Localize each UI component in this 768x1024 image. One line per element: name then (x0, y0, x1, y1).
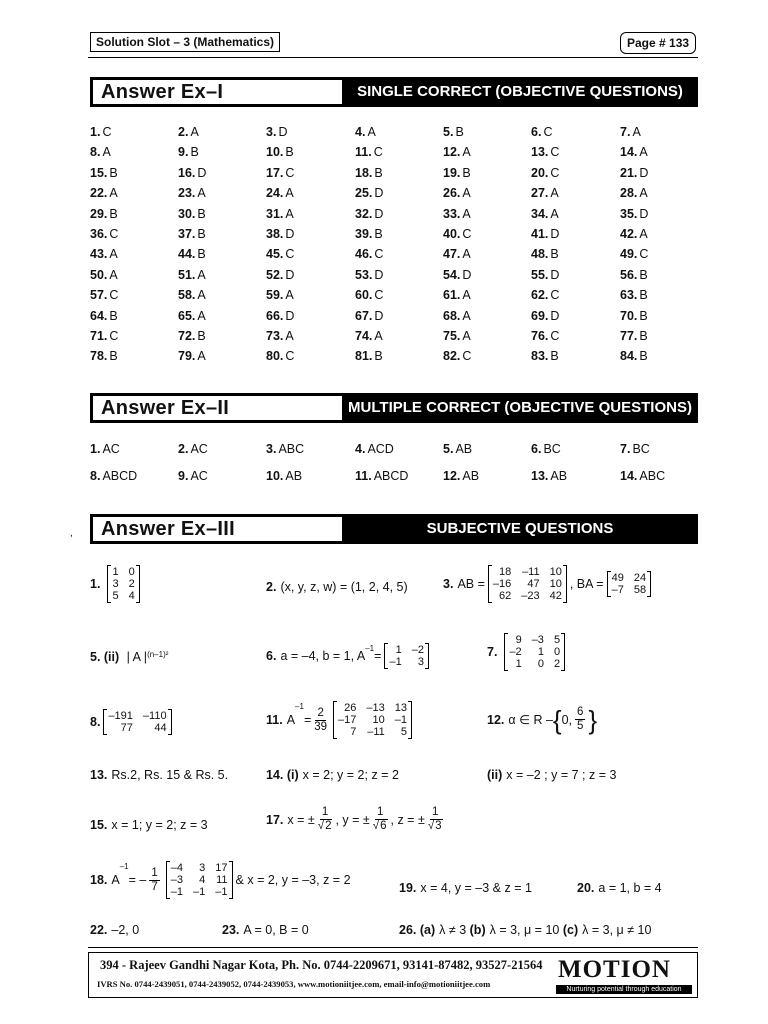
answer-item: 48. B (531, 247, 559, 262)
q8-matrix: –191 –110 77 44 (103, 710, 171, 734)
q20-answer: 20. a = 1, b = 4 (577, 881, 662, 895)
answer-item: 5. B (443, 125, 464, 139)
answer-item: 14. A (620, 145, 648, 160)
answer-item: 27. A (531, 186, 559, 201)
q3-matrix-ab: 18 –11 10 –16 47 10 62 –23 42 (488, 566, 567, 602)
answer-item: 57. C (90, 288, 119, 303)
answer-item: 56. B (620, 267, 648, 282)
page-number: Page # 133 (620, 32, 696, 54)
answer-item: 73. A (266, 329, 294, 343)
answer-item: 72. B (178, 329, 206, 343)
answer-item: 9. B (178, 145, 199, 160)
answer-item: 31. A (266, 206, 294, 221)
answer-item: 69. D (531, 308, 560, 323)
answer-item: 3. D (266, 125, 288, 139)
answer-item: 30. B (178, 206, 206, 221)
q18-answer: 18. A –1 = – $\frac{1}{7}$ –4 3 17 –3 4 11 –1 –1 –1 & x = 2, y = –3, z = 2 (90, 862, 351, 898)
answer-item: 68. A (443, 308, 471, 323)
answer-item: 17. C (266, 165, 295, 180)
answer-item: 46. C (355, 247, 384, 262)
answer-item: 59. A (266, 288, 294, 303)
q23-answer: 23. A = 0, B = 0 (222, 923, 309, 937)
answer-item: 14. ABC (620, 469, 666, 483)
q7-matrix: 9 –3 5 –2 1 0 1 0 2 (504, 634, 565, 670)
q26-answer: 26. (a) λ ≠ 3 (b) λ = 3, μ = 10 (c) λ = 3, μ ≠ 10 (399, 923, 652, 937)
q1-matrix: 1 0 3 2 5 4 (107, 566, 139, 602)
answer-item: 10. B (266, 145, 294, 160)
answer-item: 16. D (178, 165, 207, 180)
banner-ex1 (90, 77, 698, 107)
answer-item: 35. D (620, 206, 649, 221)
answer-item: 39. B (355, 227, 383, 241)
answer-item: 4. A (355, 125, 376, 139)
answer-item: 4. ACD (355, 442, 394, 456)
stray-mark: , (70, 528, 73, 539)
answer-item: 11. ABCD (355, 469, 409, 483)
answer-item: 36. C (90, 227, 119, 241)
answer-item: 24. A (266, 186, 294, 201)
answer-item: 52. D (266, 267, 295, 282)
answer-item: 3. ABC (266, 442, 305, 456)
answer-item: 70. B (620, 308, 648, 323)
answer-item: 54. D (443, 267, 472, 282)
answer-item: 12. AB (443, 469, 480, 483)
answer-item: 67. D (355, 308, 384, 323)
answer-item: 79. A (178, 349, 206, 364)
answer-item: 83. B (531, 349, 559, 364)
answer-item: 82. C (443, 349, 472, 364)
answer-item: 74. A (355, 329, 383, 343)
answer-item: 19. B (443, 165, 471, 180)
right-brace: } (588, 704, 598, 735)
q18-matrix: –4 3 17 –3 4 11 –1 –1 –1 (166, 862, 233, 898)
header-rule (88, 57, 698, 58)
q1-answer: 1. 1 0 3 2 5 4 (90, 566, 143, 602)
answer-item: 13. C (531, 145, 560, 160)
answer-item: 51. A (178, 267, 206, 282)
footer-address: 394 - Rajeev Gandhi Nagar Kota, Ph. No. 0744-2209671, 93141-87482, 93527-21564 (100, 958, 543, 972)
answer-item: 7. BC (620, 442, 650, 456)
answer-item: 11. C (355, 145, 383, 160)
answer-item: 76. C (531, 329, 560, 343)
answer-item: 62. C (531, 288, 560, 303)
answer-item: 42. A (620, 227, 648, 241)
q13-answer: 13. Rs.2, Rs. 15 & Rs. 5. (90, 768, 229, 782)
answer-item: 50. A (90, 267, 118, 282)
banner-label: Answer Ex–II (93, 396, 342, 420)
q17-answer: 17. x = ± $\frac{1}{√2}$ , y = ± $\frac{1}{√6}$ , z = ± $\frac{1}{√3}$ (266, 806, 442, 832)
answer-item: 65. A (178, 308, 206, 323)
banner-title: MULTIPLE CORRECT (OBJECTIVE QUESTIONS) (348, 399, 692, 416)
answer-item: 78. B (90, 349, 118, 364)
answer-item: 63. B (620, 288, 648, 303)
answer-item: 2. A (178, 125, 199, 139)
answer-item: 55. D (531, 267, 560, 282)
answer-item: 53. D (355, 267, 384, 282)
answer-item: 18. B (355, 165, 383, 180)
q7-answer: 7. 9 –3 5 –2 1 0 1 0 2 (487, 634, 568, 670)
answer-item: 38. D (266, 227, 295, 241)
answer-item: 45. C (266, 247, 295, 262)
answer-item: 21. D (620, 165, 649, 180)
answer-item: 26. A (443, 186, 471, 201)
q11-matrix: 26 –13 13 –17 10 –1 7 –11 5 (333, 702, 412, 738)
banner-ex3 (90, 514, 698, 544)
q14-ii-answer: (ii) x = –2 ; y = 7 ; z = 3 (487, 768, 617, 782)
answer-item: 20. C (531, 165, 560, 180)
answer-item: 8. ABCD (90, 469, 138, 483)
banner-title: SUBJECTIVE QUESTIONS (426, 520, 614, 537)
answer-item: 29. B (90, 206, 118, 221)
answer-item: 15. B (90, 165, 118, 180)
motion-logo (556, 956, 692, 994)
q8-answer: 8. –191 –110 77 44 (90, 710, 175, 734)
q5-answer: 5. (ii) | A | $^{(n-1)^2}$ (90, 650, 169, 664)
answer-item: 9. AC (178, 469, 208, 483)
answer-item: 13. AB (531, 469, 568, 483)
q19-answer: 19. x = 4, y = –3 & z = 1 (399, 881, 532, 895)
answer-item: 7. A (620, 125, 641, 139)
answer-item: 75. A (443, 329, 471, 343)
q18-fraction: $\frac{1}{7}$ (151, 866, 158, 893)
logo-tagline: Nurturing potential through education (556, 985, 692, 994)
answer-item: 6. C (531, 125, 553, 139)
q3-matrix-ba: 49 24 –7 58 (607, 572, 652, 596)
q15-answer: 15. x = 1; y = 2; z = 3 (90, 818, 208, 832)
answer-item: 33. A (443, 206, 471, 221)
answer-item: 61. A (443, 288, 471, 303)
answer-item: 6. BC (531, 442, 561, 456)
left-brace: { (552, 704, 562, 735)
answer-item: 77. B (620, 329, 648, 343)
q12-answer: 12. α ∈ R – { 0, $\frac{6}{5}$ } (487, 704, 598, 735)
answer-item: 12. A (443, 145, 471, 160)
q6-answer: 6. a = –4, b = 1, A $^{-1}$ = 1 –2 –1 3 (266, 644, 432, 668)
answer-item: 40. C (443, 227, 472, 241)
banner-title: SINGLE CORRECT (OBJECTIVE QUESTIONS) (357, 83, 683, 100)
answer-item: 28. A (620, 186, 648, 201)
answer-item: 49. C (620, 247, 649, 262)
answer-item: 43. A (90, 247, 118, 262)
answer-item: 47. A (443, 247, 471, 262)
answer-item: 34. A (531, 206, 559, 221)
q12-fraction: $\frac{6}{5}$ (577, 706, 584, 732)
q3-answer: 3. AB = 18 –11 10 –16 47 10 62 –23 42 , BA = 49 24 –7 58 (443, 566, 654, 602)
answer-item: 37. B (178, 227, 206, 241)
banner-label: Answer Ex–III (93, 517, 342, 541)
q2-answer: 2. (x, y, z, w) = (1, 2, 4, 5) (266, 580, 408, 594)
answer-item: 71. C (90, 329, 119, 343)
answer-item: 81. B (355, 349, 383, 364)
footer-rule (88, 947, 698, 948)
q11-fraction: $\frac{2}{39}$ (314, 706, 328, 733)
answer-item: 8. A (90, 145, 111, 160)
q11-answer: 11. A –1 = $\frac{2}{39}$ 26 –13 13 –17 10 –1 7 –11 5 (266, 702, 415, 738)
answer-item: 1. AC (90, 442, 120, 456)
slot-title: Solution Slot – 3 (Mathematics) (90, 32, 280, 52)
answer-item: 22. A (90, 186, 118, 201)
answer-item: 25. D (355, 186, 384, 201)
q22-answer: 22. –2, 0 (90, 923, 140, 937)
answer-item: 60. C (355, 288, 384, 303)
answer-item: 84. B (620, 349, 648, 364)
answer-item: 23. A (178, 186, 206, 201)
footer-contact: IVRS No. 0744-2439051, 0744-2439052, 0744-2439053, www.motioniitjee.com, email-info@motioniitjee.com (97, 979, 491, 989)
answer-item: 41. D (531, 227, 560, 241)
logo-wordmark: MOTION (558, 956, 671, 983)
q14-answer: 14. (i) x = 2; y = 2; z = 2 (266, 768, 399, 782)
q6-matrix: 1 –2 –1 3 (384, 644, 429, 668)
answer-item: 44. B (178, 247, 206, 262)
banner-label: Answer Ex–I (93, 80, 342, 104)
answer-item: 5. AB (443, 442, 473, 456)
answer-item: 64. B (90, 308, 118, 323)
answer-item: 58. A (178, 288, 206, 303)
answer-item: 80. C (266, 349, 295, 364)
answer-item: 66. D (266, 308, 295, 323)
answer-item: 1. C (90, 125, 112, 139)
answer-item: 10. AB (266, 469, 303, 483)
answer-item: 2. AC (178, 442, 208, 456)
answer-item: 32. D (355, 206, 384, 221)
banner-ex2 (90, 393, 698, 423)
